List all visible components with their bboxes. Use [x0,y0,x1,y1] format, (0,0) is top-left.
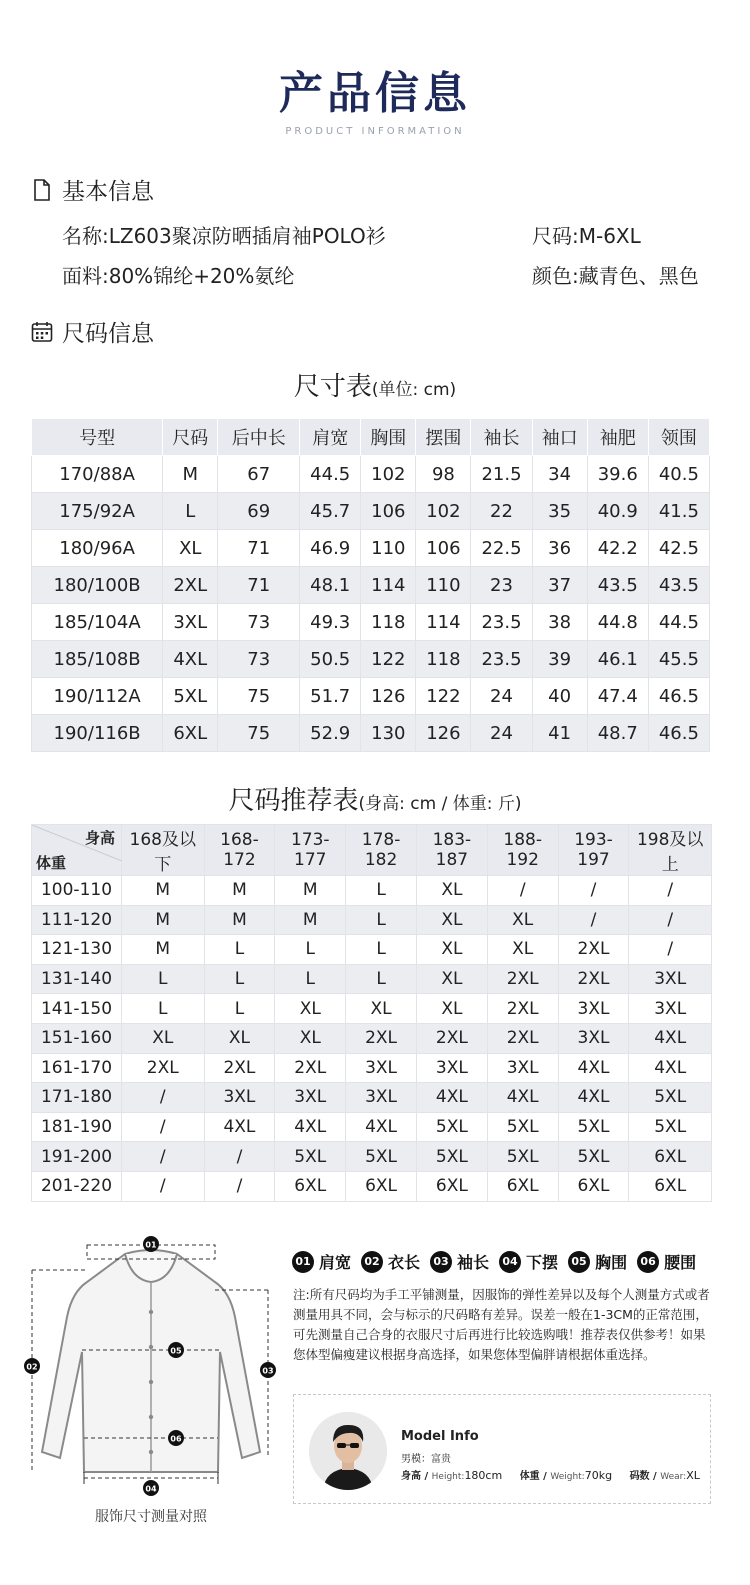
model-stats [401,1467,700,1482]
rec-table-cell: / [487,876,558,906]
size-table-cell: 190/112A [32,678,163,715]
product-size-range: 尺码:M-6XL [532,224,641,248]
rec-table-row [32,935,712,965]
svg-text:06: 06 [170,1434,182,1444]
rec-table-cell: XL [122,1023,205,1053]
rec-table-cell: 2XL [416,1023,487,1053]
legend-label: 腰围 [664,1253,697,1272]
rec-table-header-cell: 193-197 [558,825,629,876]
legend-label: 衣长 [388,1253,421,1272]
size-table-cell: 46.5 [648,678,709,715]
size-table-cell: 102 [416,493,471,530]
size-table-cell: 102 [361,456,416,493]
rec-table-cell: 5XL [416,1142,487,1172]
model-height-value: 180cm [464,1469,503,1482]
rec-table-cell: 5XL [275,1142,346,1172]
rec-table-cell: 3XL [487,1053,558,1083]
rec-table-cell: 6XL [416,1171,487,1201]
size-table-row [32,604,710,641]
size-table-cell: 44.5 [300,456,361,493]
rec-table-row [32,994,712,1024]
size-table-cell: 118 [416,641,471,678]
product-colors: 颜色:藏青色、黑色 [532,264,699,288]
rec-table-row [32,905,712,935]
size-table-cell: 38 [532,604,587,641]
size-table-cell: 39.6 [587,456,648,493]
rec-table-cell: 5XL [558,1142,629,1172]
size-table-cell: 22 [471,493,532,530]
rec-table-header-cell: 168及以下 [122,825,205,876]
calendar-icon [30,320,54,344]
rec-table-cell: 4XL [346,1112,417,1142]
size-table-caption [0,366,750,403]
size-table-cell: 75 [218,715,300,752]
size-table-cell: 6XL [163,715,218,752]
size-table-header-cell: 号型 [32,419,163,456]
legend-label: 胸围 [595,1253,628,1272]
model-wear-key: 码数 / [629,1471,657,1482]
size-table-cell: 42.2 [587,530,648,567]
size-table-header-cell: 领围 [648,419,709,456]
rec-table-cell: 5XL [558,1112,629,1142]
size-table-cell: 106 [416,530,471,567]
rec-table-row [32,964,712,994]
size-table-cell: 126 [416,715,471,752]
rec-table-cell: 2XL [275,1053,346,1083]
size-table-cell: 114 [361,567,416,604]
rec-table-cell: 3XL [346,1083,417,1113]
size-table-cell: 37 [532,567,587,604]
marker-04 [143,1480,159,1496]
page-title: 产品信息 [279,68,471,119]
size-table-cell: 43.5 [648,567,709,604]
rec-table-cell: L [204,935,275,965]
rec-table-cell: M [122,876,205,906]
rec-table-cell: L [275,935,346,965]
marker-03 [260,1362,276,1378]
rec-table-header-cell: 183-187 [416,825,487,876]
size-info-label: 尺码信息 [62,321,154,347]
rec-table-weight-cell: 181-190 [32,1112,122,1142]
rec-table-cell: 2XL [558,964,629,994]
model-weight-en: Weight: [550,1472,585,1482]
rec-table [31,824,712,1202]
size-table-cell: 40.9 [587,493,648,530]
size-table-cell: 23.5 [471,604,532,641]
size-table-row [32,530,710,567]
rec-table-cell: 4XL [558,1083,629,1113]
rec-table-cell: 2XL [487,994,558,1024]
size-table-cell: 43.5 [587,567,648,604]
svg-text:04: 04 [145,1484,157,1494]
size-table-row [32,567,710,604]
model-height-key: 身高 / [401,1471,429,1482]
size-table-row [32,493,710,530]
basic-info-heading [30,173,154,206]
model-name: 男模：富贵 [401,1454,451,1465]
rec-table-cell: XL [416,876,487,906]
rec-table-cell: XL [275,1023,346,1053]
rec-table-cell: 3XL [204,1083,275,1113]
rec-table-cell: / [122,1112,205,1142]
marker-02 [24,1358,40,1374]
size-table-cell: 41.5 [648,493,709,530]
size-table-cell: 71 [218,530,300,567]
diagram-caption: 服饰尺寸测量对照 [95,1509,207,1525]
model-wear-value: XL [686,1469,700,1482]
legend-item [499,1250,558,1273]
rec-table-row [32,1053,712,1083]
size-table-cell: 24 [471,678,532,715]
rec-table-cell: / [122,1083,205,1113]
rec-table-cell: 4XL [629,1023,712,1053]
rec-table-cell: L [122,964,205,994]
legend-item [568,1250,627,1273]
size-table-cell: 126 [361,678,416,715]
product-name: 名称:LZ603聚凉防晒插肩袖POLO衫 [62,224,386,248]
rec-table-cell: XL [487,905,558,935]
size-table-cell: 48.7 [587,715,648,752]
size-table-cell: 22.5 [471,530,532,567]
rec-table-header-cell: 188-192 [487,825,558,876]
size-table-cell: 175/92A [32,493,163,530]
size-table-cell: 73 [218,604,300,641]
page-header [0,64,750,137]
marker-05 [168,1342,184,1358]
size-table-cell: 21.5 [471,456,532,493]
size-table-cell: 4XL [163,641,218,678]
rec-table-cell: XL [416,905,487,935]
rec-table-cell: 6XL [275,1171,346,1201]
rec-table-cell: 5XL [416,1112,487,1142]
measurement-legend [292,1250,706,1273]
rec-table-cell: 4XL [416,1083,487,1113]
rec-table-cell: 5XL [346,1142,417,1172]
legend-number-badge: 03 [430,1251,452,1273]
size-table-cell: 180/100B [32,567,163,604]
model-wear-en: Wear: [660,1472,687,1482]
size-table-cell: 49.3 [300,604,361,641]
size-table-cell: 23 [471,567,532,604]
size-table-cell: 52.9 [300,715,361,752]
model-weight-value: 70kg [584,1469,613,1482]
rec-table-weight-cell: 121-130 [32,935,122,965]
legend-label: 袖长 [457,1253,490,1272]
rec-table-cell: 6XL [629,1142,712,1172]
rec-table-cell: 3XL [629,964,712,994]
rec-table-cell: 3XL [346,1053,417,1083]
model-height-en: Height: [431,1472,465,1482]
size-table-cell: 46.1 [587,641,648,678]
rec-table-cell: XL [346,994,417,1024]
rec-table-cell: 2XL [558,935,629,965]
rec-table-cell: M [122,905,205,935]
size-table-cell: 114 [416,604,471,641]
rec-table-cell: XL [275,994,346,1024]
size-table-row [32,715,710,752]
size-table-cell: 23.5 [471,641,532,678]
corner-diagonal-icon [32,825,122,861]
size-table-cell: 130 [361,715,416,752]
size-table-cell: 46.5 [648,715,709,752]
rec-table-row [32,1083,712,1113]
rec-table-cell: M [275,905,346,935]
basic-info-label: 基本信息 [62,179,154,205]
rec-table-header-cell: 198及以上 [629,825,712,876]
legend-number-badge: 01 [292,1251,314,1273]
rec-table-row [32,876,712,906]
legend-number-badge: 05 [568,1251,590,1273]
rec-table-corner [32,825,122,876]
rec-table-cell: XL [204,1023,275,1053]
rec-table-cell: M [275,876,346,906]
size-table-row [32,456,710,493]
rec-table-weight-cell: 161-170 [32,1053,122,1083]
size-table-header-cell: 袖长 [471,419,532,456]
rec-table-cell: XL [416,935,487,965]
size-table-cell: 190/116B [32,715,163,752]
size-table-header-cell: 摆围 [416,419,471,456]
rec-table-cell: 3XL [558,1023,629,1053]
rec-table-cell: M [122,935,205,965]
size-table-cell: 5XL [163,678,218,715]
model-info-card [293,1394,711,1504]
size-table-cell: 110 [416,567,471,604]
rec-table-cell: L [122,994,205,1024]
size-table-cell: 48.1 [300,567,361,604]
rec-table-header-row [32,825,712,876]
rec-table-cell: 3XL [629,994,712,1024]
rec-table-cell: / [558,876,629,906]
rec-table-cell: M [204,876,275,906]
svg-text:03: 03 [262,1366,274,1376]
legend-number-badge: 06 [637,1251,659,1273]
rec-table-weight-cell: 100-110 [32,876,122,906]
rec-table-cell: 2XL [122,1053,205,1083]
size-table-header-cell: 尺码 [163,419,218,456]
rec-table-cell: / [204,1142,275,1172]
model-weight-key: 体重 / [519,1471,547,1482]
legend-item [637,1250,696,1273]
size-table-cell: 42.5 [648,530,709,567]
rec-table-weight-cell: 141-150 [32,994,122,1024]
size-table-cell: 50.5 [300,641,361,678]
size-table-cell: 106 [361,493,416,530]
rec-table-cell: 5XL [629,1083,712,1113]
rec-table-cell: L [204,964,275,994]
legend-item [430,1250,489,1273]
rec-table-weight-cell: 131-140 [32,964,122,994]
size-table-header-cell: 肩宽 [300,419,361,456]
size-table-header-cell: 袖肥 [587,419,648,456]
svg-text:01: 01 [145,1240,157,1250]
rec-table-cell: / [204,1171,275,1201]
rec-table-weight-cell: 151-160 [32,1023,122,1053]
size-table-header-cell: 袖口 [532,419,587,456]
rec-table-cell: / [558,905,629,935]
legend-item [361,1250,420,1273]
rec-table-cell: 6XL [558,1171,629,1201]
size-table-cell: XL [163,530,218,567]
rec-table-cell: 5XL [487,1112,558,1142]
size-table-cell: 45.5 [648,641,709,678]
legend-number-badge: 02 [361,1251,383,1273]
legend-label: 下摆 [526,1253,559,1272]
size-table-cell: 2XL [163,567,218,604]
rec-table-cell: / [629,876,712,906]
size-table-cell: 185/108B [32,641,163,678]
size-table-cell: 34 [532,456,587,493]
legend-item [292,1250,351,1273]
rec-table-cell: XL [416,964,487,994]
rec-table-row [32,1023,712,1053]
corner-height-label: 身高 [84,829,115,847]
marker-01 [143,1236,159,1252]
rec-table-cell: L [204,994,275,1024]
rec-table-cell: M [204,905,275,935]
size-table-header-cell: 胸围 [361,419,416,456]
size-note: 注:所有尺码均为手工平铺测量，因服饰的弹性差异以及每个人测量方式或者测量用具不同，会与标示的尺码略有差异。误差一般在1-3CM的正常范围，可先测量自己合身的衣服尺寸后再进行比较选购哦！推荐表仅供参考！如果您体型偏瘦建议根据身高选择，如果您体型偏胖请根据体重选择。 [293,1287,710,1362]
size-table-cell: M [163,456,218,493]
rec-table-cell: / [122,1142,205,1172]
rec-table-cell: 4XL [558,1053,629,1083]
size-table-cell: 44.8 [587,604,648,641]
size-table-cell: 39 [532,641,587,678]
document-icon [30,178,54,202]
svg-text:02: 02 [26,1362,38,1372]
size-table-cell: 69 [218,493,300,530]
size-table-cell: 35 [532,493,587,530]
rec-table-cell: 4XL [204,1112,275,1142]
size-table-cell: 24 [471,715,532,752]
size-info-heading [30,315,154,348]
rec-table-cell: 2XL [204,1053,275,1083]
rec-table-cell: 5XL [487,1142,558,1172]
rec-table-cell: / [629,905,712,935]
rec-table-row [32,1142,712,1172]
svg-text:05: 05 [170,1346,182,1356]
model-avatar [309,1412,387,1490]
size-table-cell: 185/104A [32,604,163,641]
rec-table-cell: 3XL [275,1083,346,1113]
size-table-cell: 110 [361,530,416,567]
size-table-cell: 36 [532,530,587,567]
size-table [31,418,710,752]
rec-table-row [32,1171,712,1201]
rec-table-cell: L [346,935,417,965]
product-fabric: 面料:80%锦纶+20%氨纶 [62,264,295,288]
size-table-cell: 46.9 [300,530,361,567]
size-table-header-cell: 后中长 [218,419,300,456]
size-table-cell: 41 [532,715,587,752]
rec-table-cell: 4XL [629,1053,712,1083]
size-table-cell: 51.7 [300,678,361,715]
size-table-cell: 122 [361,641,416,678]
size-table-cell: L [163,493,218,530]
rec-table-cell: 3XL [416,1053,487,1083]
size-table-unit: (单位: cm) [371,380,457,400]
rec-table-cell: 5XL [629,1112,712,1142]
rec-table-title: 尺码推荐表 [228,786,359,816]
model-info-title: Model Info [401,1429,479,1444]
rec-table-unit: (身高: cm / 体重: 斤) [358,794,522,814]
rec-table-cell: L [275,964,346,994]
size-table-header-row [32,419,710,456]
corner-weight-label: 体重 [36,854,67,872]
rec-table-cell: / [122,1171,205,1201]
size-table-cell: 40 [532,678,587,715]
size-table-cell: 67 [218,456,300,493]
rec-table-cell: 6XL [629,1171,712,1201]
legend-label: 肩宽 [319,1253,352,1272]
page-subtitle: PRODUCT INFORMATION [285,126,465,137]
rec-table-weight-cell: 201-220 [32,1171,122,1201]
size-table-cell: 45.7 [300,493,361,530]
size-table-row [32,678,710,715]
rec-table-cell: 3XL [558,994,629,1024]
rec-table-cell: 4XL [487,1083,558,1113]
model-photo-icon [309,1412,387,1490]
rec-table-header-cell: 173-177 [275,825,346,876]
size-table-cell: 40.5 [648,456,709,493]
rec-table-cell: 2XL [487,964,558,994]
size-table-cell: 3XL [163,604,218,641]
rec-table-cell: L [346,876,417,906]
size-table-cell: 47.4 [587,678,648,715]
size-table-title: 尺寸表 [293,372,372,402]
size-table-cell: 170/88A [32,456,163,493]
rec-table-cell: 6XL [487,1171,558,1201]
marker-06 [168,1430,184,1446]
legend-number-badge: 04 [499,1251,521,1273]
rec-table-cell: 6XL [346,1171,417,1201]
size-table-cell: 73 [218,641,300,678]
rec-table-weight-cell: 191-200 [32,1142,122,1172]
size-table-cell: 180/96A [32,530,163,567]
rec-table-weight-cell: 111-120 [32,905,122,935]
rec-table-cell: 4XL [275,1112,346,1142]
rec-table-header-cell: 178-182 [346,825,417,876]
size-table-cell: 44.5 [648,604,709,641]
rec-table-caption [0,780,750,817]
size-table-cell: 98 [416,456,471,493]
size-table-row [32,641,710,678]
rec-table-weight-cell: 171-180 [32,1083,122,1113]
size-table-cell: 118 [361,604,416,641]
rec-table-header-cell: 168-172 [204,825,275,876]
rec-table-row [32,1112,712,1142]
rec-table-cell: 2XL [346,1023,417,1053]
rec-table-cell: 2XL [487,1023,558,1053]
rec-table-cell: XL [416,994,487,1024]
size-table-cell: 71 [218,567,300,604]
rec-table-cell: L [346,905,417,935]
rec-table-cell: XL [487,935,558,965]
rec-table-cell: / [629,935,712,965]
size-table-cell: 75 [218,678,300,715]
shirt-measurement-diagram [20,1232,282,1500]
size-table-cell: 122 [416,678,471,715]
rec-table-cell: L [346,964,417,994]
